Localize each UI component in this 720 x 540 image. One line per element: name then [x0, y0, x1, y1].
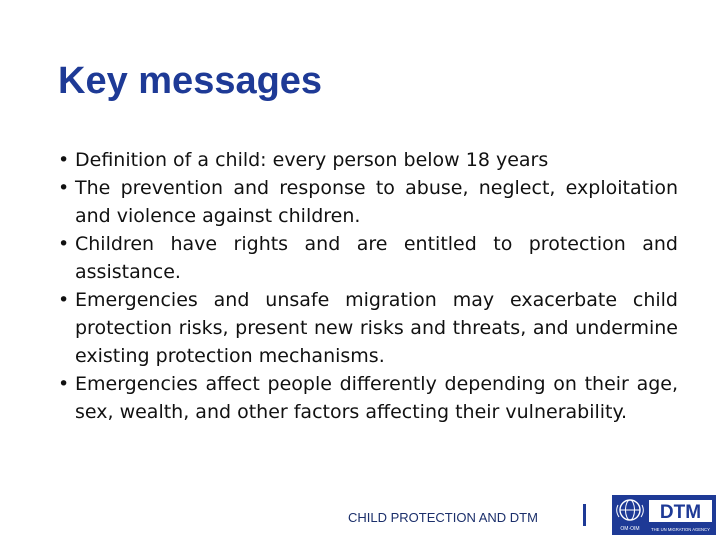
bullet-dot-icon: • [58, 233, 70, 255]
logo-mark: OM·OIM [620, 526, 640, 532]
bullet-text: Definition of a child: every person below 18 years [75, 149, 549, 171]
bullet-item [58, 286, 678, 370]
bullet-dot-icon: • [58, 289, 70, 311]
logo-tagline: THE UN MIGRATION AGENCY [651, 527, 710, 532]
bullet-item [58, 174, 678, 230]
bullet-text: Emergencies affect people differently depending on their age, sex, wealth, and other factors affecting their vulnerability. [75, 373, 678, 423]
iom-dtm-logo [612, 495, 716, 535]
bullet-text: The prevention and response to abuse, neglect, exploitation and violence against children. [75, 177, 678, 227]
slide-title: Key messages [58, 60, 323, 102]
logo-word: DTM [659, 502, 702, 523]
bullet-item [58, 230, 678, 286]
bullet-dot-icon: • [58, 373, 70, 395]
bullet-text: Emergencies and unsafe migration may exacerbate child protection risks, present new risks and threats, and undermine existing protection mechanisms. [75, 289, 678, 367]
bullet-dot-icon: • [58, 149, 70, 171]
bullet-item [58, 146, 678, 174]
footer-label: CHILD PROTECTION AND DTM [348, 510, 538, 525]
bullet-item [58, 370, 678, 426]
bullet-list [58, 146, 678, 426]
footer-divider [583, 504, 586, 526]
bullet-text: Children have rights and are entitled to protection and assistance. [75, 233, 678, 283]
bullet-dot-icon: • [58, 177, 70, 199]
